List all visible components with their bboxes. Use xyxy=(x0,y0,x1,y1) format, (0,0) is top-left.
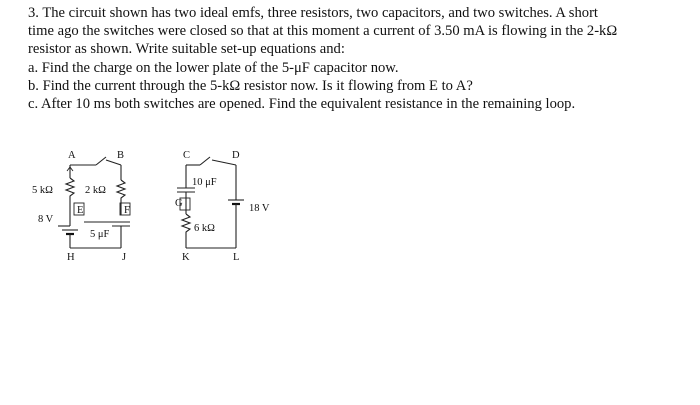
part-b: b. Find the current through the 5-kΩ resistor now. Is it flowing from E to A? xyxy=(28,77,473,94)
node-label-B: B xyxy=(117,150,125,161)
node-label-K: K xyxy=(182,252,190,263)
node-label-H: H xyxy=(67,252,75,263)
capacitor-10uF-label: 10 μF xyxy=(192,177,217,188)
node-label-G: G xyxy=(175,198,183,209)
battery-18v xyxy=(228,165,244,248)
resistor-5k-label: 5 kΩ xyxy=(32,185,53,196)
part-a: a. Find the charge on the lower plate of the 5-μF capacitor now. xyxy=(28,59,399,76)
switch-cd xyxy=(186,157,236,165)
battery-8v xyxy=(58,215,78,248)
node-label-A: A xyxy=(68,150,76,161)
node-label-F: F xyxy=(124,205,130,216)
emf-18v-label: 18 V xyxy=(249,203,270,214)
intro-line-2: time ago the switches were closed so that at this moment a current of 3.50 mA is flowing in the 2-kΩ xyxy=(28,23,618,40)
node-label-D: D xyxy=(232,150,240,161)
node-label-J: J xyxy=(122,252,127,263)
intro-line-1: 3. The circuit shown has two ideal emfs, three resistors, two capacitors, and two switches. A short xyxy=(28,5,598,21)
part-c: c. After 10 ms both switches are opened. Find the equivalent resistance in the remaining loop. xyxy=(28,96,576,113)
intro-line-3: resistor as shown. Write suitable set-up equations and: xyxy=(28,41,345,58)
emf-8v-label: 8 V xyxy=(38,214,54,225)
resistor-6k xyxy=(182,210,190,248)
node-label-E: E xyxy=(77,205,84,216)
node-label-C: C xyxy=(183,150,191,161)
current-arrow-icon xyxy=(67,167,73,176)
resistor-2k-label: 2 kΩ xyxy=(85,185,106,196)
resistor-6k-label: 6 kΩ xyxy=(194,223,215,234)
switch-ab xyxy=(70,157,121,175)
capacitor-5uF-label: 5 μF xyxy=(90,229,110,240)
node-label-L: L xyxy=(233,252,240,263)
